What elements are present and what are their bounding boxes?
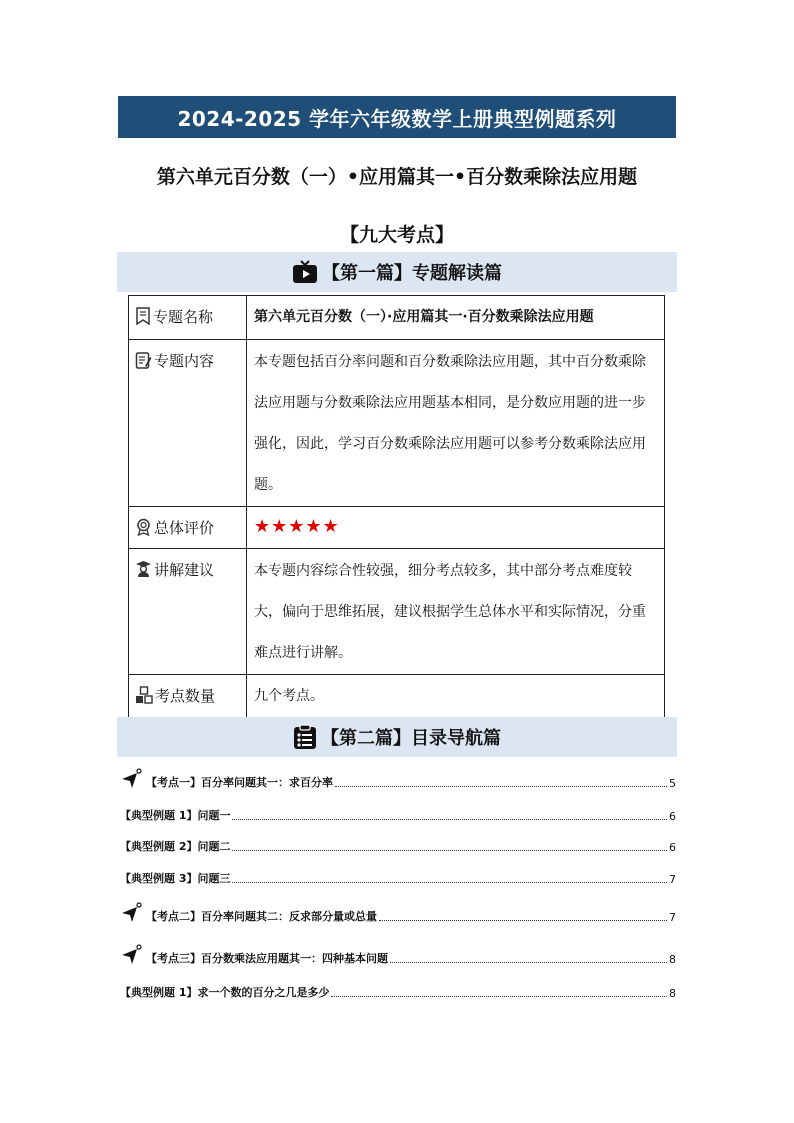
section-one-title: 【第一篇】专题解读篇 (322, 263, 502, 284)
table-value-cell (247, 675, 665, 719)
table-row (129, 675, 665, 719)
toc-entry-label: 【典型例题 3】问题三 (120, 872, 231, 885)
bookmark-icon (135, 307, 151, 329)
table-key-cell (129, 549, 247, 675)
table-row (129, 296, 665, 340)
toc-entry-label: 【考点三】百分数乘法应用题其一：四种基本问题 (146, 952, 388, 965)
toc-leader (390, 961, 667, 963)
table-row (129, 549, 665, 675)
toc-page-number: 8 (669, 953, 676, 966)
table-key-label: 总体评价 (154, 519, 215, 537)
table-value-cell (247, 549, 665, 675)
toc-page-number: 5 (669, 777, 676, 790)
toc-leader (335, 785, 667, 787)
toc-entry-label: 【典型例题 2】问题二 (120, 840, 231, 853)
table-key-label: 讲解建议 (154, 561, 215, 579)
blocks-icon (135, 686, 153, 708)
toc-page-number: 6 (669, 841, 676, 854)
table-key-label: 专题名称 (153, 308, 214, 326)
toc-entry[interactable] (120, 807, 676, 823)
table-key-cell (129, 507, 247, 549)
table-value-cell (247, 296, 665, 340)
table-row (129, 340, 665, 507)
toc-leader (379, 919, 667, 921)
toc-leader (232, 881, 667, 883)
toc-entry[interactable] (120, 944, 676, 966)
section-two-header (117, 717, 677, 757)
table-key-cell (129, 296, 247, 340)
medal-icon (135, 518, 152, 540)
section-two-title: 【第二篇】目录导航篇 (321, 728, 501, 749)
toc-page-number: 6 (669, 810, 676, 823)
clipboard-list-icon (293, 724, 317, 750)
toc-entry[interactable] (120, 984, 676, 1000)
topic-name-value: 第六单元百分数（一）·应用篇其一·百分数乘除法应用题 (254, 309, 594, 325)
toc-entry[interactable] (120, 768, 676, 790)
toc-entry-label: 【典型例题 1】求一个数的百分之几是多少 (120, 986, 330, 999)
toc-entry[interactable] (120, 838, 676, 854)
toc-entry[interactable] (120, 902, 676, 924)
table-key-label: 考点数量 (155, 687, 216, 705)
section-one-header (117, 252, 677, 292)
toc-leader (232, 818, 667, 820)
toc-entry-label: 【考点一】百分率问题其一：求百分率 (146, 776, 333, 789)
table-row (129, 507, 665, 549)
table-value-cell (247, 507, 665, 549)
navigation-arrow-icon (120, 944, 142, 966)
unit-title: 第六单元百分数（一）•应用篇其一•百分数乘除法应用题 (156, 166, 638, 188)
toc-entry[interactable] (120, 870, 676, 886)
toc-page-number: 7 (669, 873, 676, 886)
table-value-cell (247, 340, 665, 507)
toc-leader (232, 849, 667, 851)
table-key-cell (129, 340, 247, 507)
table-key-cell (129, 675, 247, 719)
topic-content-value: 本专题包括百分率问题和百分数乘除法应用题，其中百分数乘除法应用题与分数乘除法应用题基本相同，是分数应用题的进一步强化，因此，学习百分数乘除法应用题可以参考分数乘除法应用题。 (254, 354, 646, 493)
tv-icon (292, 260, 318, 284)
toc-entry-label: 【典型例题 1】问题一 (120, 809, 231, 822)
points-title: 【九大考点】 (339, 224, 454, 246)
series-title-banner (118, 96, 676, 138)
point-count-value: 九个考点。 (254, 688, 324, 704)
toc-entry-label: 【考点二】百分率问题其二：反求部分量或总量 (146, 910, 377, 923)
series-title: 2024-2025 学年六年级数学上册典型例题系列 (177, 106, 617, 131)
rating-stars: ★★★★★ (254, 516, 340, 537)
teaching-advice-value: 本专题内容综合性较强，细分考点较多，其中部分考点难度较大，偏向于思维拓展，建议根据学生总体水平和实际情况，分重难点进行讲解。 (254, 563, 646, 661)
notepad-icon (135, 351, 152, 373)
toc-page-number: 8 (669, 987, 676, 1000)
navigation-arrow-icon (120, 768, 142, 790)
table-key-label: 专题内容 (154, 352, 215, 370)
teacher-icon (135, 560, 152, 582)
toc-leader (331, 995, 667, 997)
toc-page-number: 7 (669, 911, 676, 924)
navigation-arrow-icon (120, 902, 142, 924)
topic-info-table (128, 295, 665, 719)
